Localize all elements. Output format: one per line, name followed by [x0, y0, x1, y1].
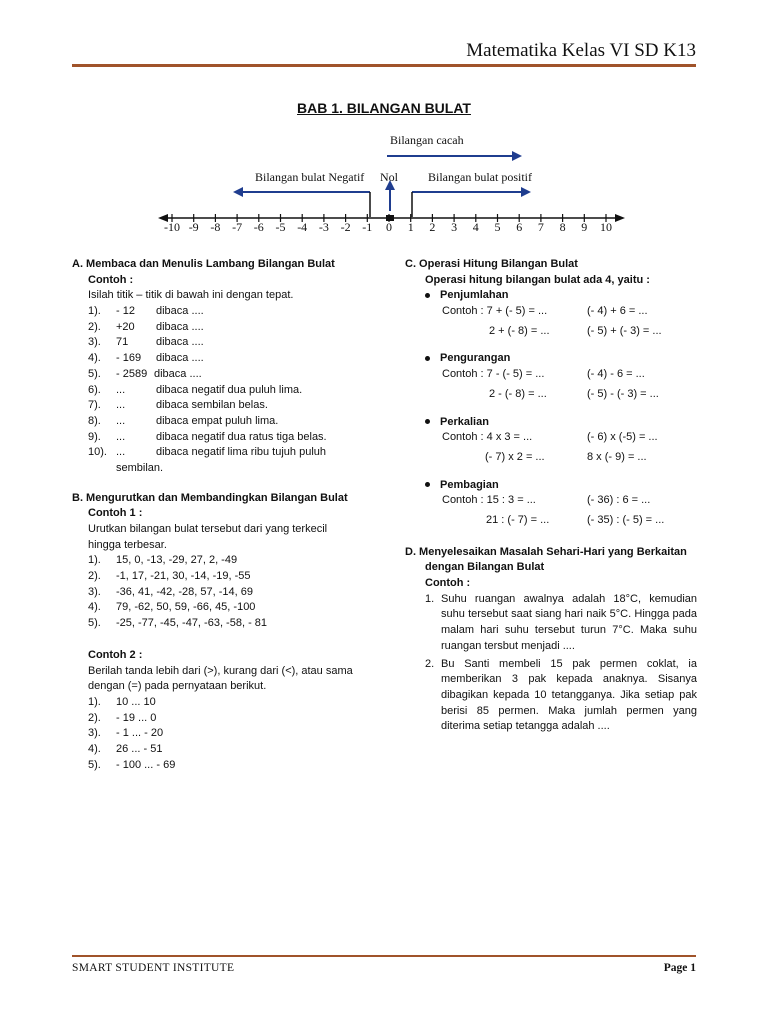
example-row [405, 493, 697, 509]
example-left: Contoh : 7 - (- 5) = ... [442, 368, 545, 381]
item-number: 1). [88, 695, 101, 708]
example-row [405, 324, 697, 340]
example-row [405, 430, 697, 446]
tick-label: 8 [559, 220, 566, 234]
list-item [72, 758, 372, 774]
section-d-example-label: Contoh : [425, 577, 471, 589]
tick-label: -10 [164, 220, 180, 234]
item-reading: dibaca negatif lima ribu tujuh puluh [156, 446, 327, 459]
example-row [405, 450, 697, 466]
list-item [72, 569, 372, 585]
tick-label: -1 [362, 220, 373, 234]
list-item [72, 616, 372, 632]
section-a-example-label: Contoh : [88, 273, 134, 286]
bullet-icon [425, 482, 430, 487]
example-row [405, 304, 697, 320]
list-item [72, 445, 372, 461]
item-value: 71 [116, 336, 129, 349]
footer-institute: SMART STUDENT INSTITUTE [72, 962, 235, 974]
operation-name-text: Pengurangan [440, 352, 511, 365]
problem-item [405, 592, 697, 655]
item-reading: dibaca .... [154, 367, 202, 380]
item-text: - 19 ... 0 [116, 711, 157, 724]
item-number: 1). [88, 554, 101, 567]
example-right: (- 4) - 6 = ... [587, 368, 645, 381]
section-b-example2-label: Contoh 2 : [88, 648, 143, 661]
tick-label: -2 [340, 220, 351, 234]
example-row [405, 513, 697, 529]
tick-label: 10 [600, 220, 612, 234]
item-number: 3). [88, 727, 101, 740]
list-item [72, 304, 372, 320]
list-item [72, 430, 372, 446]
item-text: 79, -62, 50, 59, -66, 45, -100 [116, 601, 256, 614]
item-number: 4). [88, 352, 101, 365]
chapter-title: BAB 1. BILANGAN BULAT [297, 100, 471, 116]
section-b-instr1-line1: Urutkan bilangan bulat tersebut dari yang terkecil [88, 523, 328, 535]
tick-label: -9 [188, 220, 199, 234]
section-b-title: B. Mengurutkan dan Membandingkan Bilangan Bulat [72, 491, 348, 504]
problem-item [405, 657, 697, 736]
section-b-instr2-line1: Berilah tanda lebih dari (>), kurang dari (<), atau sama [88, 664, 353, 677]
example-left: 21 : (- 7) = ... [486, 513, 550, 526]
section-b-example1-label: Contoh 1 : [88, 507, 143, 520]
section-c-title: C. Operasi Hitung Bilangan Bulat [405, 258, 578, 270]
item-number: 3). [88, 585, 101, 598]
footer-page-number: Page 1 [663, 962, 696, 974]
operation-label [425, 351, 510, 367]
item-value: ... [116, 430, 126, 443]
bullet-icon [425, 419, 430, 424]
bullet-icon [425, 293, 430, 298]
list-item [72, 414, 372, 430]
example-left: 2 + (- 8) = ... [489, 324, 550, 337]
label-negatif: Bilangan bulat Negatif [255, 170, 365, 184]
item-number: 7). [88, 399, 101, 412]
list-item [72, 335, 372, 351]
item-value: ... [116, 383, 126, 396]
item-number: 3). [88, 336, 101, 349]
item-number: 6). [88, 383, 101, 396]
number-line [0, 125, 768, 245]
list-item [72, 695, 372, 711]
section-d-problems [405, 592, 697, 735]
item-number: 2). [88, 320, 101, 333]
item-number: 1). [88, 305, 101, 318]
item-text: 26 ... - 51 [116, 742, 163, 755]
tick-label: 1 [407, 220, 414, 234]
item-value: ... [116, 414, 126, 427]
item-number: 5). [88, 617, 101, 630]
tick-label: -5 [275, 220, 286, 234]
operation-name-text: Penjumlahan [440, 289, 509, 302]
tick-label: -6 [253, 220, 264, 234]
item-number: 9). [88, 430, 101, 443]
tick-label: 0 [386, 220, 392, 234]
tick-label: 5 [494, 220, 501, 234]
bullet-icon [425, 356, 430, 361]
example-row [405, 387, 697, 403]
label-bilangan-cacah: Bilangan cacah [390, 133, 464, 147]
tick-label: 4 [472, 220, 479, 234]
section-a-item10-cont: sembilan. [116, 461, 164, 474]
item-value: +20 [116, 320, 135, 333]
list-item [72, 398, 372, 414]
section-c-subtitle: Operasi hitung bilangan bulat ada 4, yaitu : [425, 273, 650, 286]
tick-label: -4 [297, 220, 308, 234]
example-right: (- 4) + 6 = ... [587, 305, 648, 318]
example-left: (- 7) x 2 = ... [485, 450, 545, 463]
item-value: - 12 [116, 305, 135, 318]
item-number: 4). [88, 742, 101, 755]
example-left: 2 - (- 8) = ... [489, 387, 547, 400]
item-value: ... [116, 446, 126, 459]
list-item [72, 711, 372, 727]
label-nol: Nol [380, 170, 398, 184]
section-b-example1-items [72, 553, 372, 631]
item-text: - 100 ... - 69 [116, 758, 176, 771]
item-number: 4). [88, 601, 101, 614]
section-d-title-line1: D. Menyelesaikan Masalah Sehari-Hari yang Berkaitan [405, 545, 687, 558]
list-item [72, 600, 372, 616]
example-right: (- 35) : (- 5) = ... [587, 513, 665, 526]
tick-label: -3 [318, 220, 329, 234]
footer-divider [72, 955, 696, 957]
tick-label: 7 [537, 220, 544, 234]
item-number: 2). [88, 711, 101, 724]
operation-label [425, 478, 499, 494]
item-number: 8). [88, 414, 101, 427]
item-reading: dibaca .... [156, 320, 204, 333]
list-item [72, 320, 372, 336]
example-row [405, 367, 697, 383]
operation-name-text: Pembagian [440, 478, 499, 491]
item-value: ... [116, 399, 126, 412]
left-column [72, 257, 372, 773]
tick-label: 6 [516, 220, 523, 234]
tick-label: -8 [210, 220, 221, 234]
section-a-title: A. Membaca dan Menulis Lambang Bilangan Bulat [72, 258, 335, 270]
example-right: (- 5) + (- 3) = ... [587, 324, 662, 337]
item-reading: dibaca empat puluh lima. [156, 414, 279, 427]
section-a-items [72, 304, 372, 461]
header-divider [72, 64, 696, 67]
operation-label [425, 288, 508, 304]
item-text: - 1 ... - 20 [116, 727, 164, 740]
list-item [72, 351, 372, 367]
operation-label [425, 415, 489, 431]
item-reading: dibaca .... [156, 352, 204, 365]
item-reading: dibaca .... [156, 305, 204, 318]
problem-text: Suhu ruangan awalnya adalah 18°C, kemudian suhu tersebut saat siang hari naik 5°C. Hingga pada malam hari suhu tersebut turun 7°C. Maka suhu ruangan tersbut menjadi .... [441, 592, 697, 652]
section-b-example2-items [72, 695, 372, 773]
item-reading: dibaca .... [156, 336, 204, 349]
item-reading: dibaca negatif dua ratus tiga belas. [156, 430, 327, 443]
list-item [72, 383, 372, 399]
item-text: -25, -77, -45, -47, -63, -58, - 81 [116, 617, 268, 630]
item-reading: dibaca negatif dua puluh lima. [156, 383, 303, 396]
section-a-instruction: Isilah titik – titik di bawah ini dengan tepat. [88, 289, 294, 302]
tick-label: 2 [429, 220, 436, 234]
item-number: 5). [88, 758, 101, 771]
example-left: Contoh : 15 : 3 = ... [442, 494, 536, 507]
example-right: (- 5) - (- 3) = ... [587, 387, 659, 400]
operation-name [405, 415, 697, 431]
operation-name [405, 288, 697, 304]
example-right: 8 x (- 9) = ... [587, 450, 647, 463]
item-value: - 169 [116, 352, 142, 365]
list-item [72, 742, 372, 758]
list-item [72, 585, 372, 601]
section-d-title-line2: dengan Bilangan Bulat [425, 561, 545, 574]
section-b-instr1-line2: hingga terbesar. [88, 538, 167, 551]
item-number: 10). [88, 446, 107, 459]
operation-name [405, 351, 697, 367]
item-reading: dibaca sembilan belas. [156, 399, 268, 412]
example-left: Contoh : 7 + (- 5) = ... [442, 305, 548, 318]
label-positif: Bilangan bulat positif [428, 170, 532, 184]
item-number: 5). [88, 367, 101, 380]
list-item [72, 367, 372, 383]
tick-label: -7 [232, 220, 243, 234]
operation-name [405, 478, 697, 494]
example-right: (- 36) : 6 = ... [587, 494, 651, 507]
list-item [72, 726, 372, 742]
problem-number: 1. [425, 592, 435, 605]
header-title: Matematika Kelas VI SD K13 [466, 40, 696, 61]
list-item [72, 553, 372, 569]
tick-label: 3 [451, 220, 458, 234]
right-column [405, 257, 697, 737]
problem-number: 2. [425, 657, 435, 670]
problem-text: Bu Santi membeli 15 pak permen coklat, ia memberikan 3 pak kepada anaknya. Sisanya dibagikan kepada 10 tetangganya. Jika setiap pak berisi 85 permen. Maka jumlah permen yang diterima setiap tetangga adalah .... [441, 657, 697, 733]
item-text: 10 ... 10 [116, 695, 156, 708]
example-left: Contoh : 4 x 3 = ... [442, 431, 533, 444]
example-right: (- 6) x (-5) = ... [587, 431, 658, 444]
operation-name-text: Perkalian [440, 415, 489, 428]
item-text: -1, 17, -21, 30, -14, -19, -55 [116, 570, 251, 583]
item-value: - 2589 [116, 367, 148, 380]
tick-labels [0, 125, 768, 245]
section-b-instr2-line2: dengan (=) pada pernyataan berikut. [88, 680, 267, 693]
item-text: 15, 0, -13, -29, 27, 2, -49 [116, 554, 238, 567]
item-text: -36, 41, -42, -28, 57, -14, 69 [116, 585, 253, 598]
tick-label: 9 [581, 220, 588, 234]
item-number: 2). [88, 570, 101, 583]
section-c-operations [405, 288, 697, 528]
